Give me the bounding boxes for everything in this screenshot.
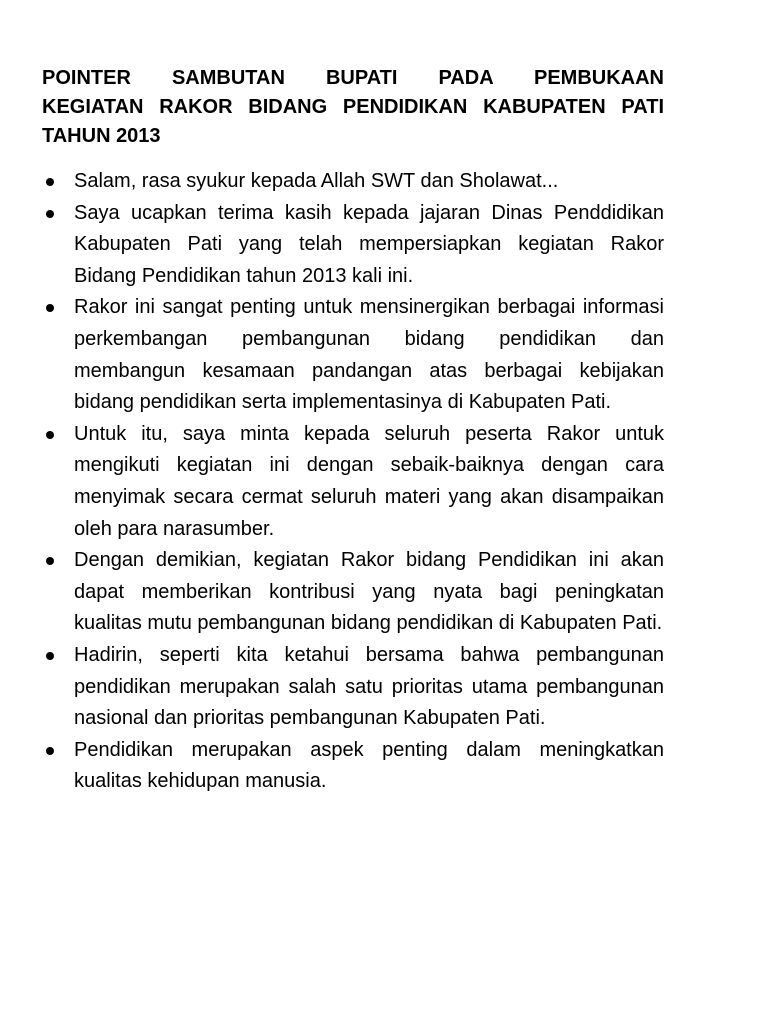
list-item-text: Hadirin, seperti kita ketahui bersama bahwa pembangunan pendidikan merupakan salah satu prioritas utama pembangunan nasional dan prioritas pembangunan Kabupaten Pati. [74,643,664,730]
list-item-text: Untuk itu, saya minta kepada seluruh peserta Rakor untuk mengikuti kegiatan ini dengan sebaik-baiknya dengan cara menyimak secara cermat seluruh materi yang akan disampaikan oleh para narasumber. [74,422,664,540]
bullet-icon [46,210,54,218]
list-item-text: Rakor ini sangat penting untuk mensinergikan berbagai informasi perkembangan pembangunan bidang pendidikan dan membangun kesamaan pandangan atas berbagai kebijakan bidang pendidikan serta implementasinya di Kabupaten Pati. [74,296,664,414]
list-item-text: Salam, rasa syukur kepada Allah SWT dan Sholawat... [74,170,559,192]
list-item [42,735,664,798]
bullet-icon [46,304,54,312]
title-line: POINTER SAMBUTAN BUPATI PADA PEMBUKAAN [42,67,664,89]
list-item [42,419,664,545]
list-item [42,166,664,198]
list-item-text: Saya ucapkan terima kasih kepada jajaran Dinas Penddidikan Kabupaten Pati yang telah mempersiapkan kegiatan Rakor Bidang Pendidikan tahun 2013 kali ini. [74,201,664,287]
bullet-icon [46,652,54,660]
bullet-icon [46,178,54,186]
list-item [42,545,664,640]
title-line: TAHUN 2013 [42,125,161,147]
list-item [42,292,664,418]
list-item [42,198,664,293]
document-page [42,64,664,798]
pointer-list [42,166,664,798]
list-item-text: Dengan demikian, kegiatan Rakor bidang Pendidikan ini akan dapat memberikan kontribusi yang nyata bagi peningkatan kualitas mutu pembangunan bidang pendidikan di Kabupaten Pati. [74,549,664,635]
list-item [42,640,664,735]
document-title [42,64,664,151]
bullet-icon [46,557,54,565]
bullet-icon [46,431,54,439]
list-item-text: Pendidikan merupakan aspek penting dalam meningkatkan kualitas kehidupan manusia. [74,738,664,793]
bullet-icon [46,747,54,755]
title-line: KEGIATAN RAKOR BIDANG PENDIDIKAN KABUPATEN PATI [42,96,664,118]
